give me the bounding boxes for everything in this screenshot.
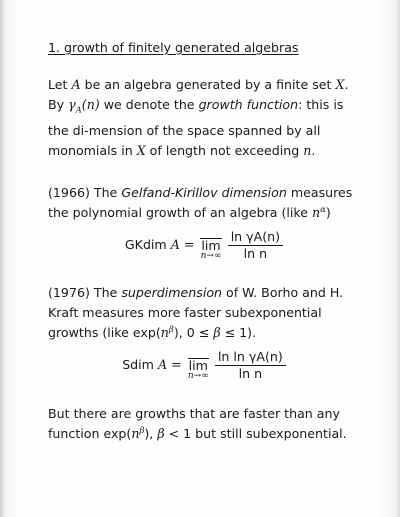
text: (1966) The — [48, 184, 122, 200]
math-n: n — [303, 142, 312, 158]
formula-lhs — [125, 235, 194, 255]
math-gamma: γ — [68, 97, 76, 112]
text: . By — [48, 77, 349, 112]
math-A: A — [170, 237, 180, 253]
text: be an algebra generated by a finite set — [80, 77, 336, 92]
formula-sdim — [48, 349, 360, 382]
equals-sign: = — [171, 357, 182, 373]
math-paren-n: (n) — [81, 97, 100, 112]
text: ≤ 1). — [220, 324, 257, 340]
text: ), 0 ≤ — [173, 324, 214, 340]
math-X: X — [335, 77, 345, 92]
math-n: n — [312, 204, 321, 220]
fraction-numerator: ln γA(n) — [228, 229, 283, 246]
formula-fraction — [215, 349, 286, 382]
term-gelfand-kirillov-dimension: Gelfand-Kirillov dimension — [121, 184, 287, 200]
limsup-operator — [188, 358, 209, 381]
formula-fraction — [228, 229, 283, 262]
math-beta: β — [157, 425, 165, 441]
limsup-subscript: n→∞ — [187, 370, 209, 381]
math-subscript-A: A — [75, 105, 82, 116]
limsup-word: lim — [188, 357, 208, 373]
text: (1976) The — [48, 284, 122, 300]
paragraph-superdimension — [48, 283, 360, 343]
paragraph-faster-growths — [48, 404, 360, 444]
text: of length not exceeding — [145, 142, 304, 158]
fraction-numerator: ln ln γA(n) — [215, 349, 286, 366]
fraction-denominator: ln n — [243, 245, 268, 261]
text: ), — [144, 425, 158, 441]
math-n: n — [160, 324, 169, 340]
math-exponent-alpha: α — [320, 204, 326, 215]
section-heading-text: 1. growth of finitely generated algebras — [48, 40, 299, 55]
text: But there are growths that are faster than any function exp( — [48, 405, 340, 441]
text: < 1 but still subexponential. — [164, 425, 347, 441]
section-heading — [48, 38, 360, 58]
math-A: A — [157, 357, 168, 373]
formula-operator-name: GKdim — [124, 237, 167, 253]
math-exponent-beta: β — [168, 324, 174, 335]
term-growth-function: growth function — [198, 97, 299, 112]
slide-content — [48, 38, 360, 444]
math-beta: β — [213, 324, 221, 340]
text: . — [311, 142, 316, 158]
limsup-subscript: n→∞ — [200, 250, 222, 261]
limsup-word: lim — [201, 237, 221, 253]
term-superdimension: superdimension — [121, 284, 223, 300]
text: of W. Borho and H. Kraft measures more faster subexponential growths (like exp( — [48, 284, 344, 340]
math-A: A — [71, 77, 81, 92]
math-n: n — [131, 425, 140, 441]
math-exponent-beta: β — [139, 425, 145, 436]
formula-lhs — [122, 355, 181, 375]
limsup-operator — [200, 238, 221, 261]
text: measures the polynomial growth of an algebra (like — [48, 184, 353, 220]
math-X: X — [136, 142, 146, 158]
paragraph-growth-function — [48, 75, 360, 161]
text: Let — [48, 77, 72, 92]
paragraph-gk-dimension — [48, 183, 360, 223]
text: we denote the — [99, 97, 199, 112]
text: : this is the di-mension of the space spanned by all monomials in — [48, 97, 344, 158]
formula-gkdim — [48, 229, 360, 262]
formula-operator-name: Sdim — [122, 357, 154, 373]
equals-sign: = — [183, 237, 195, 253]
text: ) — [325, 204, 331, 220]
fraction-denominator: ln n — [238, 365, 263, 381]
